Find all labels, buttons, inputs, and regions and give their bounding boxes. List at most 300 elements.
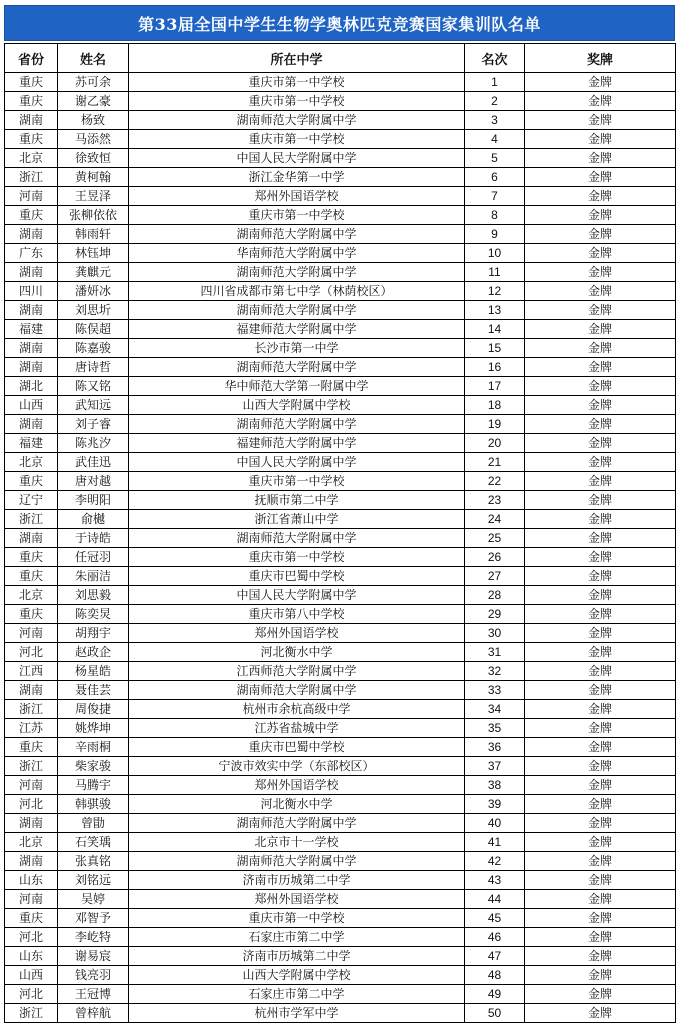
column-header-rank[interactable]: 名次 [465, 44, 525, 73]
province-cell: 浙江 [5, 168, 58, 187]
rank-cell: 33 [465, 681, 525, 700]
province-cell: 湖南 [5, 225, 58, 244]
name-cell: 朱丽洁 [58, 567, 129, 586]
name-cell: 杨星皓 [58, 662, 129, 681]
name-cell: 李明阳 [58, 491, 129, 510]
province-cell: 浙江 [5, 700, 58, 719]
province-cell: 河北 [5, 643, 58, 662]
rank-cell: 24 [465, 510, 525, 529]
school-cell: 济南市历城第二中学 [129, 947, 465, 966]
name-cell: 曾梓航 [58, 1004, 129, 1023]
rank-cell: 3 [465, 111, 525, 130]
province-cell: 福建 [5, 320, 58, 339]
school-cell: 重庆市第一中学校 [129, 909, 465, 928]
medal-cell: 金牌 [525, 301, 676, 320]
table-row [5, 453, 676, 472]
school-cell: 湖南师范大学附属中学 [129, 415, 465, 434]
medal-cell: 金牌 [525, 928, 676, 947]
rank-cell: 47 [465, 947, 525, 966]
rank-cell: 50 [465, 1004, 525, 1023]
table-row [5, 358, 676, 377]
school-cell: 江苏省盐城中学 [129, 719, 465, 738]
medal-cell: 金牌 [525, 833, 676, 852]
table-row [5, 852, 676, 871]
table-row [5, 662, 676, 681]
rank-cell: 7 [465, 187, 525, 206]
table-row [5, 605, 676, 624]
table-row [5, 339, 676, 358]
rank-cell: 35 [465, 719, 525, 738]
school-cell: 福建师范大学附属中学 [129, 320, 465, 339]
rank-cell: 17 [465, 377, 525, 396]
column-header-name[interactable]: 姓名 [58, 44, 129, 73]
medal-cell: 金牌 [525, 681, 676, 700]
province-cell: 重庆 [5, 567, 58, 586]
rank-cell: 26 [465, 548, 525, 567]
table-row [5, 434, 676, 453]
province-cell: 河北 [5, 795, 58, 814]
table-row [5, 301, 676, 320]
school-cell: 重庆市第一中学校 [129, 73, 465, 92]
rank-cell: 34 [465, 700, 525, 719]
rank-cell: 42 [465, 852, 525, 871]
school-cell: 浙江金华第一中学 [129, 168, 465, 187]
name-cell: 唐诗哲 [58, 358, 129, 377]
medal-cell: 金牌 [525, 434, 676, 453]
name-cell: 陈嘉骏 [58, 339, 129, 358]
school-cell: 江西师范大学附属中学 [129, 662, 465, 681]
name-cell: 陈兆汐 [58, 434, 129, 453]
medal-cell: 金牌 [525, 92, 676, 111]
medal-cell: 金牌 [525, 966, 676, 985]
rank-cell: 8 [465, 206, 525, 225]
medal-cell: 金牌 [525, 453, 676, 472]
table-row [5, 491, 676, 510]
school-cell: 重庆市第八中学校 [129, 605, 465, 624]
medal-cell: 金牌 [525, 377, 676, 396]
province-cell: 重庆 [5, 548, 58, 567]
medal-cell: 金牌 [525, 282, 676, 301]
rank-cell: 46 [465, 928, 525, 947]
medal-cell: 金牌 [525, 130, 676, 149]
table-row [5, 225, 676, 244]
table-row [5, 510, 676, 529]
table-row [5, 1004, 676, 1023]
school-cell: 重庆市巴蜀中学校 [129, 567, 465, 586]
medal-cell: 金牌 [525, 320, 676, 339]
rank-cell: 28 [465, 586, 525, 605]
rank-cell: 37 [465, 757, 525, 776]
name-cell: 胡翔宇 [58, 624, 129, 643]
name-cell: 王冠博 [58, 985, 129, 1004]
name-cell: 马添然 [58, 130, 129, 149]
medal-cell: 金牌 [525, 168, 676, 187]
name-cell: 吴婷 [58, 890, 129, 909]
rank-cell: 9 [465, 225, 525, 244]
school-cell: 湖南师范大学附属中学 [129, 852, 465, 871]
province-cell: 河南 [5, 624, 58, 643]
school-cell: 郑州外国语学校 [129, 890, 465, 909]
province-cell: 河北 [5, 928, 58, 947]
school-cell: 湖南师范大学附属中学 [129, 358, 465, 377]
name-cell: 刘铭远 [58, 871, 129, 890]
rank-cell: 16 [465, 358, 525, 377]
school-cell: 重庆市第一中学校 [129, 130, 465, 149]
province-cell: 重庆 [5, 92, 58, 111]
medal-cell: 金牌 [525, 510, 676, 529]
table-row [5, 472, 676, 491]
medal-cell: 金牌 [525, 871, 676, 890]
school-cell: 石家庄市第二中学 [129, 985, 465, 1004]
province-cell: 北京 [5, 833, 58, 852]
medal-cell: 金牌 [525, 491, 676, 510]
province-cell: 河南 [5, 187, 58, 206]
province-cell: 湖南 [5, 681, 58, 700]
name-cell: 陈又铭 [58, 377, 129, 396]
rank-cell: 25 [465, 529, 525, 548]
name-cell: 张真铭 [58, 852, 129, 871]
name-cell: 刘思毅 [58, 586, 129, 605]
province-cell: 浙江 [5, 757, 58, 776]
medal-cell: 金牌 [525, 776, 676, 795]
table-row [5, 415, 676, 434]
medal-cell: 金牌 [525, 1004, 676, 1023]
province-cell: 四川 [5, 282, 58, 301]
rank-cell: 15 [465, 339, 525, 358]
table-row [5, 548, 676, 567]
name-cell: 石笑瑀 [58, 833, 129, 852]
rank-cell: 19 [465, 415, 525, 434]
school-cell: 郑州外国语学校 [129, 624, 465, 643]
table-row [5, 757, 676, 776]
rank-cell: 6 [465, 168, 525, 187]
medal-cell: 金牌 [525, 567, 676, 586]
school-cell: 湖南师范大学附属中学 [129, 814, 465, 833]
school-cell: 中国人民大学附属中学 [129, 453, 465, 472]
school-cell: 山西大学附属中学校 [129, 966, 465, 985]
school-cell: 湖南师范大学附属中学 [129, 681, 465, 700]
school-cell: 石家庄市第二中学 [129, 928, 465, 947]
medal-cell: 金牌 [525, 757, 676, 776]
school-cell: 河北衡水中学 [129, 643, 465, 662]
table-row [5, 814, 676, 833]
roster-table [4, 43, 676, 1023]
province-cell: 北京 [5, 149, 58, 168]
table-row [5, 320, 676, 339]
name-cell: 聂佳芸 [58, 681, 129, 700]
school-cell: 抚顺市第二中学 [129, 491, 465, 510]
name-cell: 赵政企 [58, 643, 129, 662]
medal-cell: 金牌 [525, 909, 676, 928]
column-header-school[interactable]: 所在中学 [129, 44, 465, 73]
province-cell: 北京 [5, 586, 58, 605]
rank-cell: 5 [465, 149, 525, 168]
school-cell: 长沙市第一中学 [129, 339, 465, 358]
rank-cell: 27 [465, 567, 525, 586]
medal-cell: 金牌 [525, 244, 676, 263]
school-cell: 杭州市学军中学 [129, 1004, 465, 1023]
rank-cell: 44 [465, 890, 525, 909]
province-cell: 重庆 [5, 73, 58, 92]
school-cell: 浙江省萧山中学 [129, 510, 465, 529]
table-row [5, 396, 676, 415]
school-cell: 四川省成都市第七中学（林荫校区） [129, 282, 465, 301]
medal-cell: 金牌 [525, 206, 676, 225]
name-cell: 于诗皓 [58, 529, 129, 548]
rank-cell: 40 [465, 814, 525, 833]
province-cell: 湖南 [5, 263, 58, 282]
name-cell: 姚烨坤 [58, 719, 129, 738]
medal-cell: 金牌 [525, 529, 676, 548]
name-cell: 陈俣超 [58, 320, 129, 339]
rank-cell: 1 [465, 73, 525, 92]
province-cell: 河南 [5, 890, 58, 909]
rank-cell: 43 [465, 871, 525, 890]
roster-body [5, 73, 676, 1023]
province-cell: 浙江 [5, 1004, 58, 1023]
province-cell: 河北 [5, 985, 58, 1004]
rank-cell: 23 [465, 491, 525, 510]
rank-cell: 36 [465, 738, 525, 757]
table-row [5, 890, 676, 909]
province-cell: 山西 [5, 396, 58, 415]
school-cell: 华南师范大学附属中学 [129, 244, 465, 263]
school-cell: 中国人民大学附属中学 [129, 149, 465, 168]
province-cell: 浙江 [5, 510, 58, 529]
school-cell: 宁波市效实中学（东部校区） [129, 757, 465, 776]
rank-cell: 21 [465, 453, 525, 472]
school-cell: 重庆市第一中学校 [129, 548, 465, 567]
medal-cell: 金牌 [525, 605, 676, 624]
table-row [5, 947, 676, 966]
province-cell: 重庆 [5, 738, 58, 757]
province-cell: 湖北 [5, 377, 58, 396]
school-cell: 湖南师范大学附属中学 [129, 301, 465, 320]
rank-cell: 10 [465, 244, 525, 263]
school-cell: 湖南师范大学附属中学 [129, 225, 465, 244]
province-cell: 山东 [5, 947, 58, 966]
column-header-medal[interactable]: 奖牌 [525, 44, 676, 73]
rank-cell: 49 [465, 985, 525, 1004]
medal-cell: 金牌 [525, 643, 676, 662]
medal-cell: 金牌 [525, 719, 676, 738]
table-row [5, 149, 676, 168]
table-row [5, 719, 676, 738]
province-cell: 重庆 [5, 909, 58, 928]
name-cell: 谢乙豪 [58, 92, 129, 111]
province-cell: 湖南 [5, 529, 58, 548]
medal-cell: 金牌 [525, 339, 676, 358]
rank-cell: 41 [465, 833, 525, 852]
table-row [5, 795, 676, 814]
rank-cell: 22 [465, 472, 525, 491]
school-cell: 重庆市巴蜀中学校 [129, 738, 465, 757]
table-row [5, 168, 676, 187]
table-row [5, 871, 676, 890]
school-cell: 湖南师范大学附属中学 [129, 111, 465, 130]
school-cell: 山西大学附属中学校 [129, 396, 465, 415]
table-row [5, 700, 676, 719]
name-cell: 柴家骏 [58, 757, 129, 776]
medal-cell: 金牌 [525, 700, 676, 719]
name-cell: 刘子睿 [58, 415, 129, 434]
rank-cell: 13 [465, 301, 525, 320]
school-cell: 杭州市余杭高级中学 [129, 700, 465, 719]
name-cell: 周俊捷 [58, 700, 129, 719]
name-cell: 唐对越 [58, 472, 129, 491]
name-cell: 王昱泽 [58, 187, 129, 206]
table-row [5, 985, 676, 1004]
name-cell: 邓智予 [58, 909, 129, 928]
name-cell: 黄柯翰 [58, 168, 129, 187]
province-cell: 湖南 [5, 852, 58, 871]
name-cell: 任冠羽 [58, 548, 129, 567]
table-row [5, 377, 676, 396]
school-cell: 重庆市第一中学校 [129, 206, 465, 225]
table-row [5, 111, 676, 130]
medal-cell: 金牌 [525, 149, 676, 168]
province-cell: 广东 [5, 244, 58, 263]
rank-cell: 45 [465, 909, 525, 928]
medal-cell: 金牌 [525, 415, 676, 434]
province-cell: 重庆 [5, 605, 58, 624]
name-cell: 龚麒元 [58, 263, 129, 282]
school-cell: 河北衡水中学 [129, 795, 465, 814]
province-cell: 江西 [5, 662, 58, 681]
name-cell: 徐致恒 [58, 149, 129, 168]
medal-cell: 金牌 [525, 472, 676, 491]
table-row [5, 263, 676, 282]
header-row [5, 44, 676, 73]
name-cell: 刘思圻 [58, 301, 129, 320]
province-cell: 福建 [5, 434, 58, 453]
name-cell: 韩雨轩 [58, 225, 129, 244]
medal-cell: 金牌 [525, 73, 676, 92]
province-cell: 湖南 [5, 358, 58, 377]
name-cell: 杨致 [58, 111, 129, 130]
name-cell: 陈奕炅 [58, 605, 129, 624]
province-cell: 湖南 [5, 339, 58, 358]
school-cell: 郑州外国语学校 [129, 187, 465, 206]
school-cell: 湖南师范大学附属中学 [129, 529, 465, 548]
name-cell: 韩骐骏 [58, 795, 129, 814]
table-row [5, 529, 676, 548]
school-cell: 北京市十一学校 [129, 833, 465, 852]
table-row [5, 643, 676, 662]
table-row [5, 738, 676, 757]
table-row [5, 586, 676, 605]
name-cell: 俞樾 [58, 510, 129, 529]
table-row [5, 282, 676, 301]
rank-cell: 48 [465, 966, 525, 985]
table-row [5, 681, 676, 700]
medal-cell: 金牌 [525, 890, 676, 909]
school-cell: 重庆市第一中学校 [129, 92, 465, 111]
sheet-title: 第33届全国中学生生物学奥林匹克竞赛国家集训队名单 [4, 5, 675, 41]
table-row [5, 92, 676, 111]
table-row [5, 966, 676, 985]
rank-cell: 18 [465, 396, 525, 415]
name-cell: 辛雨桐 [58, 738, 129, 757]
province-cell: 重庆 [5, 472, 58, 491]
province-cell: 湖南 [5, 415, 58, 434]
table-row [5, 624, 676, 643]
name-cell: 武知远 [58, 396, 129, 415]
medal-cell: 金牌 [525, 852, 676, 871]
rank-cell: 4 [465, 130, 525, 149]
school-cell: 济南市历城第二中学 [129, 871, 465, 890]
rank-cell: 31 [465, 643, 525, 662]
province-cell: 山东 [5, 871, 58, 890]
province-cell: 江苏 [5, 719, 58, 738]
table-row [5, 187, 676, 206]
name-cell: 林钰坤 [58, 244, 129, 263]
medal-cell: 金牌 [525, 985, 676, 1004]
rank-cell: 29 [465, 605, 525, 624]
medal-cell: 金牌 [525, 548, 676, 567]
name-cell: 武佳迅 [58, 453, 129, 472]
medal-cell: 金牌 [525, 396, 676, 415]
table-row [5, 206, 676, 225]
rank-cell: 14 [465, 320, 525, 339]
table-row [5, 833, 676, 852]
column-header-province[interactable]: 省份 [5, 44, 58, 73]
name-cell: 张柳依依 [58, 206, 129, 225]
province-cell: 山西 [5, 966, 58, 985]
table-row [5, 909, 676, 928]
province-cell: 重庆 [5, 206, 58, 225]
school-cell: 中国人民大学附属中学 [129, 586, 465, 605]
rank-cell: 20 [465, 434, 525, 453]
medal-cell: 金牌 [525, 662, 676, 681]
name-cell: 曾勖 [58, 814, 129, 833]
medal-cell: 金牌 [525, 111, 676, 130]
school-cell: 福建师范大学附属中学 [129, 434, 465, 453]
medal-cell: 金牌 [525, 187, 676, 206]
rank-cell: 12 [465, 282, 525, 301]
rank-cell: 11 [465, 263, 525, 282]
table-row [5, 130, 676, 149]
table-row [5, 928, 676, 947]
medal-cell: 金牌 [525, 586, 676, 605]
province-cell: 辽宁 [5, 491, 58, 510]
rank-cell: 32 [465, 662, 525, 681]
name-cell: 李屹特 [58, 928, 129, 947]
school-cell: 华中师范大学第一附属中学 [129, 377, 465, 396]
medal-cell: 金牌 [525, 738, 676, 757]
school-cell: 湖南师范大学附属中学 [129, 263, 465, 282]
table-row [5, 776, 676, 795]
province-cell: 河南 [5, 776, 58, 795]
medal-cell: 金牌 [525, 795, 676, 814]
province-cell: 湖南 [5, 814, 58, 833]
province-cell: 湖南 [5, 301, 58, 320]
medal-cell: 金牌 [525, 225, 676, 244]
name-cell: 马腾宇 [58, 776, 129, 795]
name-cell: 钱亮羽 [58, 966, 129, 985]
medal-cell: 金牌 [525, 814, 676, 833]
medal-cell: 金牌 [525, 947, 676, 966]
name-cell: 苏可余 [58, 73, 129, 92]
medal-cell: 金牌 [525, 624, 676, 643]
table-row [5, 567, 676, 586]
rank-cell: 2 [465, 92, 525, 111]
medal-cell: 金牌 [525, 263, 676, 282]
province-cell: 重庆 [5, 130, 58, 149]
name-cell: 潘妍冰 [58, 282, 129, 301]
province-cell: 湖南 [5, 111, 58, 130]
rank-cell: 38 [465, 776, 525, 795]
